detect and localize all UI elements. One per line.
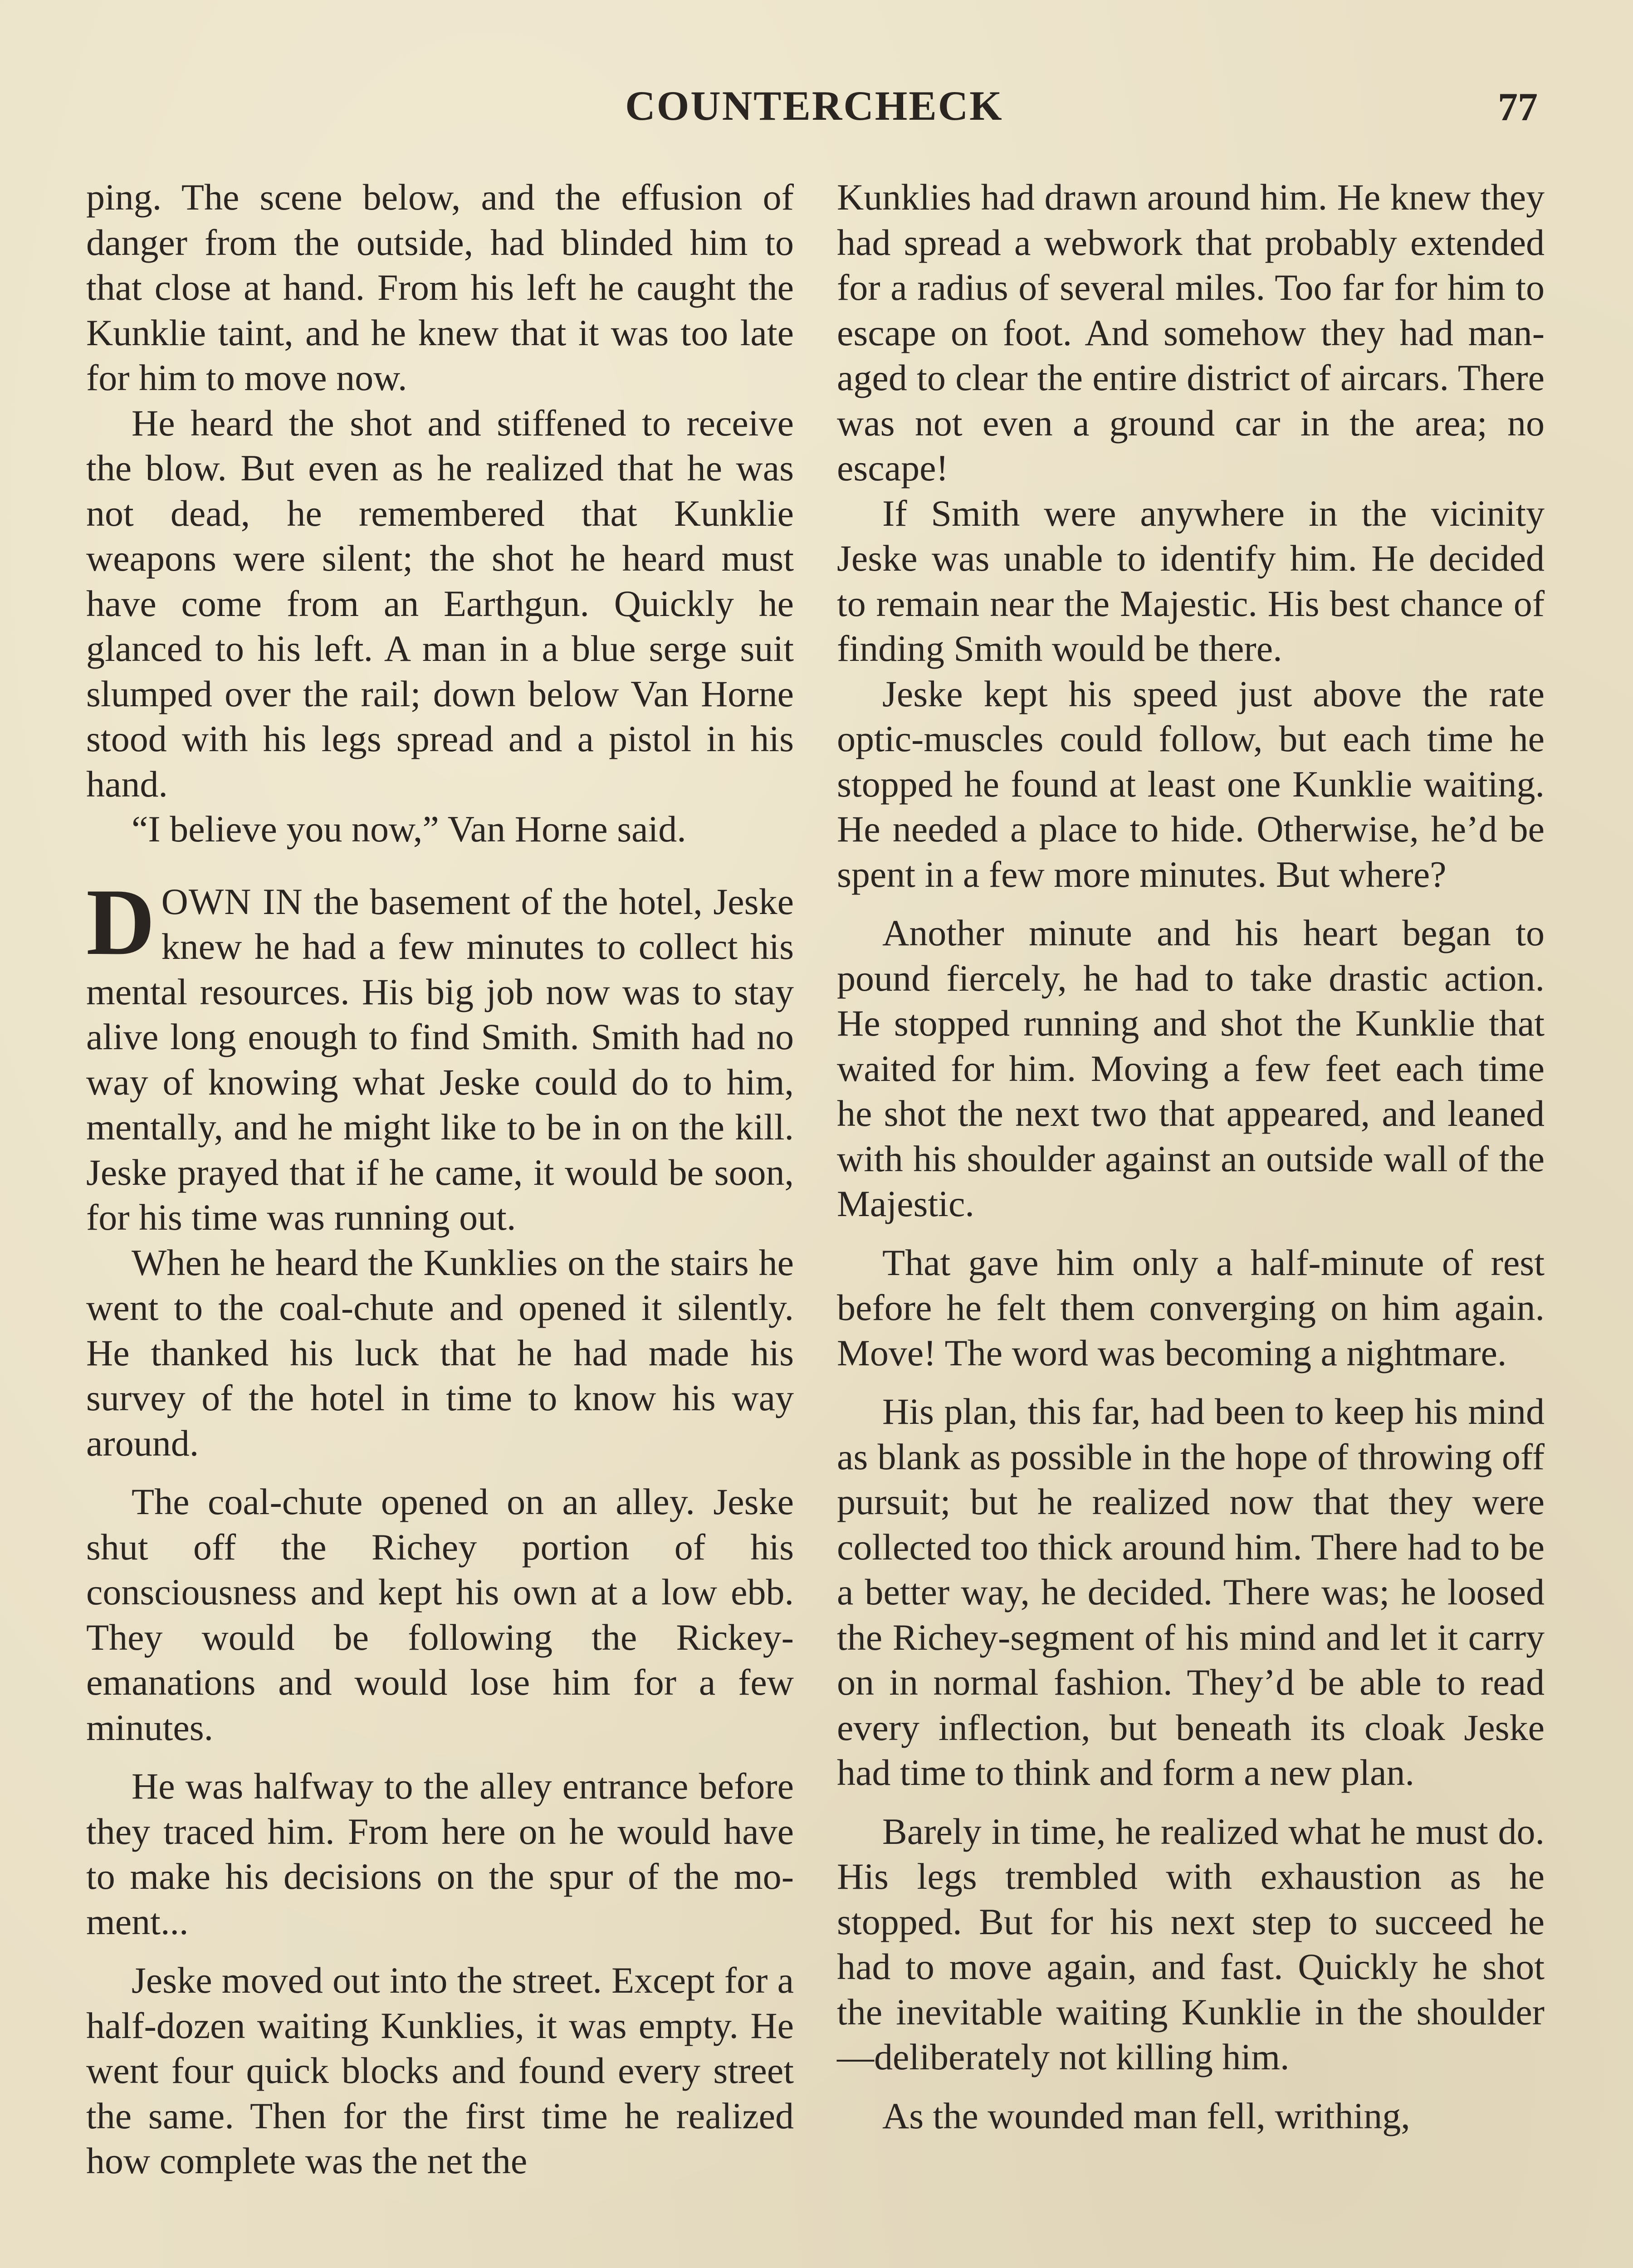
paragraph: Kunklies had drawn around him. He knew they had spread a webwork that probably extended for a radius of several miles. Too far for him to escape on foot. And somehow they had managed to clear the entire district of aircars. There was not even a ground car in the area; no escape!	[837, 176, 1545, 489]
paragraph-text: the basement of the hotel, Jeske knew he had a few minutes to collect his mental resources. His big job now was to stay alive long enough to find Smith. Smith had no way of knowing what Jeske could do to him, mentally, and he might like to be in on the kill. Jeske prayed that if he came, it would be soon, for his time was running out.	[86, 880, 794, 1238]
section-lead-words: OWN IN	[161, 880, 303, 922]
paragraph: He was halfway to the alley entrance before they traced him. From here on he would have to make his decisions on the spur of the moment...	[86, 1765, 794, 1942]
paragraph: As the wounded man fell, writhing,	[882, 2095, 1410, 2136]
paragraph: Barely in time, he realized what he must do. His legs trembled with exhaustion as he stopped. But for his next step to succeed he had to move again, and fast. Quickly he shot the inevitable waiting Kunklie in the shoulder—deliberately not killing him.	[837, 1810, 1545, 2077]
paragraph: ping. The scene below, and the effusion of danger from the outside, had blinded him to that close at hand. From his left he caught the Kunklie taint, and he knew that it was too late for him to move now.	[86, 176, 794, 398]
page-header	[86, 82, 1542, 136]
running-title: COUNTERCHECK	[625, 83, 1003, 129]
paragraph: “I believe you now,” Van Horne said.	[132, 808, 686, 850]
paragraph: That gave him only a half-minute of rest before he felt them converging on him again. Move! The word was becoming a nightmare.	[837, 1242, 1545, 1374]
paragraph: Another minute and his heart began to pound fiercely, he had to take drastic action. He stopped running and shot the Kunklie that waited for him. Moving a few feet each time he shot the next two that appeared, and leaned with his shoulder against an outside wall of the Majestic.	[837, 912, 1545, 1224]
paragraph: When he heard the Kunklies on the stairs he went to the coal-chute and opened it silently. He thanked his luck that he had made his survey of the hotel in time to know his way around.	[86, 1242, 794, 1464]
paragraph: If Smith were anywhere in the vicinity Jeske was unable to identify him. He decided to remain near the Majestic. His best chance of finding Smith would be there.	[837, 492, 1545, 669]
paragraph: His plan, this far, had been to keep his mind as blank as possible in the hope of throwing off pursuit; but he realized now that they were collected too thick around him. There had to be a better way, he decided. There was; he loosed the Richey-segment of his mind and let it carry on in normal fashion. They’d be able to read every inflection, but beneath its cloak Jeske had time to think and form a new plan.	[837, 1391, 1545, 1793]
paragraph: Jeske kept his speed just above the rate optic-muscles could follow, but each time he stopped he found at least one Kunklie waiting. He needed a place to hide. Otherwise, he’d be spent in a few more minutes. But where?	[837, 673, 1545, 895]
right-column	[837, 175, 1545, 2138]
paragraph: Jeske moved out into the street. Except for a half-dozen waiting Kunklies, it was empty. He went four quick blocks and found every street the same. Then for the first time he realized how complete was the net the	[86, 1960, 794, 2181]
drop-cap: D	[86, 869, 155, 975]
left-column	[86, 175, 794, 2184]
paragraph: The coal-chute opened on an alley. Jeske shut off the Richey portion of his consciousness and kept his own at a low ebb. They would be following the Rickey-emanations and would lose him for a few minutes.	[86, 1481, 794, 1748]
section-opening-paragraph	[86, 869, 794, 1240]
paragraph: He heard the shot and stiffened to receive the blow. But even as he realized that he was not dead, he remembered that Kunklie weapons were silent; the shot he heard must have come from an Earthgun. Quickly he glanced to his left. A man in a blue serge suit slumped over the rail; down below Van Horne stood with his legs spread and a pistol in his hand.	[86, 402, 794, 805]
page-number: 77	[1498, 85, 1538, 129]
